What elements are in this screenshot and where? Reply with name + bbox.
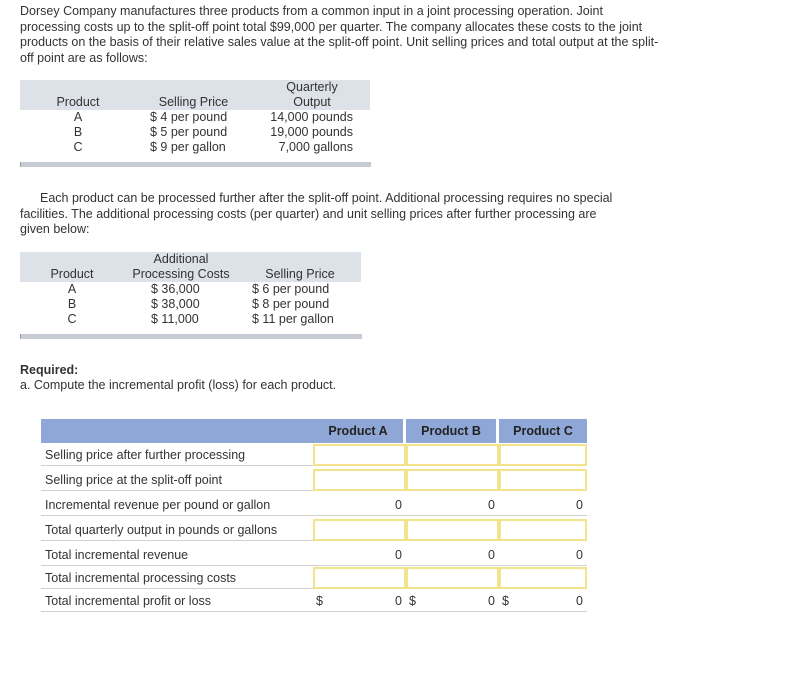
input-total-output-a[interactable]	[313, 519, 406, 541]
calc-incr-rev-unit-b: 0	[406, 494, 499, 516]
currency-symbol: $	[502, 594, 509, 608]
calc-incr-rev-unit-a: 0	[313, 494, 406, 516]
row-label-total-profit: Total incremental profit or loss	[41, 590, 313, 612]
table1-header-product: Product	[56, 95, 100, 109]
table1-header-output-2: Output	[293, 95, 331, 109]
input-total-incr-cost-b[interactable]	[406, 567, 499, 589]
table2-footer-band	[20, 334, 362, 339]
problem-intro: Dorsey Company manufactures three products from a common input in a joint processing operation. Joint processing costs up to the split-off point total $99,000 per quarter. The company allocates these costs to the joint products on the basis of their relative sales value at the split-off point. Unit selling prices and total output at the split-off point are as follows:	[20, 4, 659, 65]
input-total-incr-cost-c[interactable]	[499, 567, 587, 589]
answer-grid	[41, 419, 587, 615]
input-price-split-a[interactable]	[313, 469, 406, 491]
row-label-total-incr-cost: Total incremental processing costs	[41, 567, 313, 589]
table2-header-cost-1: Additional	[153, 252, 209, 266]
table2-cost: $ 11,000	[151, 312, 199, 326]
grid-header-product-a: Product A	[313, 419, 403, 443]
input-price-split-c[interactable]	[499, 469, 587, 491]
calc-total-profit-a-value: 0	[395, 594, 402, 608]
row-label-incr-rev-unit: Incremental revenue per pound or gallon	[41, 494, 313, 516]
calc-total-profit-b-value: 0	[488, 594, 495, 608]
table1-output: 14,000 pounds	[270, 110, 353, 124]
table1-price: $ 5 per pound	[150, 125, 228, 139]
table1-header-price: Selling Price	[158, 95, 229, 109]
table1-price: $ 9 per gallon	[150, 140, 226, 154]
calc-total-incr-rev-c: 0	[499, 544, 587, 566]
table2-cost: $ 36,000	[151, 282, 200, 296]
table1-product: A	[73, 110, 83, 124]
input-total-output-b[interactable]	[406, 519, 499, 541]
calc-total-profit-b	[406, 590, 499, 612]
row-label-total-output: Total quarterly output in pounds or gallons	[41, 519, 313, 541]
calc-incr-rev-unit-c: 0	[499, 494, 587, 516]
grid-header-product-c: Product C	[499, 419, 587, 443]
problem-paragraph-2: Each product can be processed further after the split-off point. Additional processing requires no special facilities. The additional processing costs (per quarter) and unit selling prices after further processing are given below:	[20, 191, 613, 236]
calc-total-profit-c-value: 0	[576, 594, 583, 608]
table1-product: C	[73, 140, 83, 154]
input-total-output-c[interactable]	[499, 519, 587, 541]
table2-header-cost-2: Processing Costs	[132, 267, 230, 281]
table2-product: A	[67, 282, 77, 296]
input-price-after-b[interactable]	[406, 444, 499, 466]
required-part-a: a. Compute the incremental profit (loss) for each product.	[20, 378, 337, 392]
calc-total-incr-rev-b: 0	[406, 544, 499, 566]
table2-product: C	[67, 312, 77, 326]
row-label-price-after: Selling price after further processing	[41, 444, 313, 466]
grid-header-product-b: Product B	[406, 419, 496, 443]
calc-total-profit-a	[313, 590, 406, 612]
currency-symbol: $	[409, 594, 416, 608]
table1-product: B	[73, 125, 83, 139]
currency-symbol: $	[316, 594, 323, 608]
input-price-after-c[interactable]	[499, 444, 587, 466]
table2-header-price: Selling Price	[265, 267, 335, 281]
calc-total-profit-c	[499, 590, 587, 612]
table1-output: 7,000 gallons	[278, 140, 353, 154]
table1-header-output-1: Quarterly	[286, 80, 338, 94]
input-total-incr-cost-a[interactable]	[313, 567, 406, 589]
row-label-price-split: Selling price at the split-off point	[41, 469, 313, 491]
input-price-after-a[interactable]	[313, 444, 406, 466]
calc-total-incr-rev-a: 0	[313, 544, 406, 566]
row-label-total-incr-rev: Total incremental revenue	[41, 544, 313, 566]
table2-price: $ 6 per pound	[252, 282, 330, 296]
table2-price: $ 8 per pound	[252, 297, 330, 311]
table1-price: $ 4 per pound	[150, 110, 228, 124]
table2-price: $ 11 per gallon	[252, 312, 334, 326]
table2-header-product: Product	[50, 267, 94, 281]
table1-output: 19,000 pounds	[270, 125, 353, 139]
table2-product: B	[67, 297, 77, 311]
table2-cost: $ 38,000	[151, 297, 200, 311]
grid-header-blank	[41, 419, 313, 443]
required-heading: Required:	[20, 363, 79, 377]
table1-footer-band	[20, 162, 371, 167]
input-price-split-b[interactable]	[406, 469, 499, 491]
